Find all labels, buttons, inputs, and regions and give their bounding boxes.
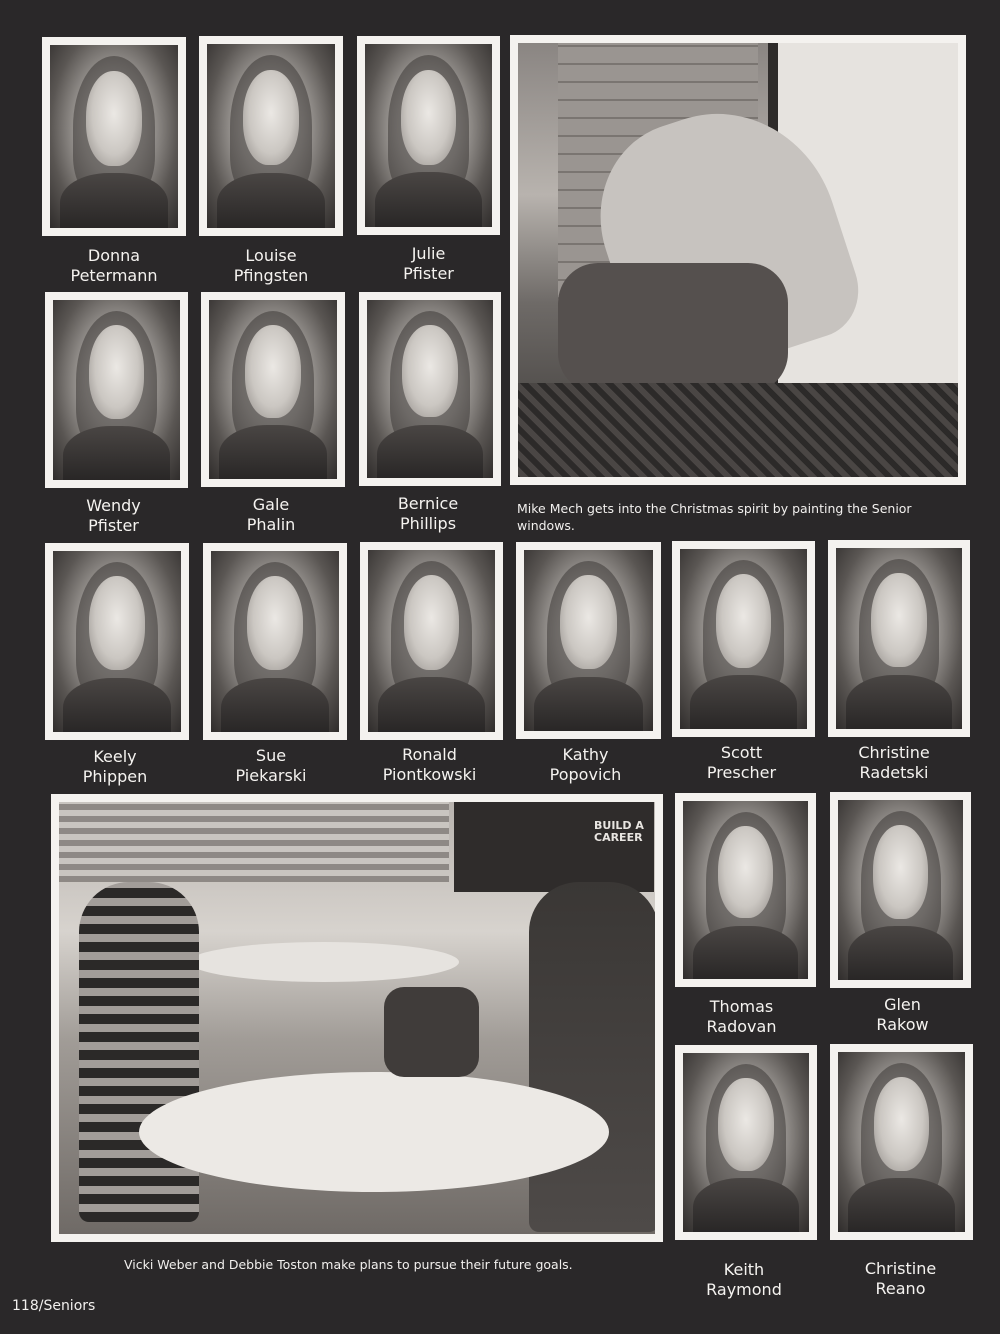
senior-name: Donna Petermann — [70, 246, 158, 285]
senior-name: Ronald Piontkowski — [382, 745, 477, 784]
senior-name: Christine Radetski — [858, 743, 930, 782]
senior-name: Wendy Pfister — [86, 496, 141, 535]
portrait-photo — [675, 1045, 817, 1240]
portrait-photo — [45, 292, 188, 488]
portrait-photo — [42, 37, 186, 236]
page-footer: 118/Seniors — [12, 1298, 96, 1314]
window-painting-photo — [510, 35, 966, 485]
portrait-photo — [359, 292, 501, 486]
portrait-photo — [516, 542, 661, 739]
portrait-photo — [199, 36, 343, 236]
senior-name: Kathy Popovich — [549, 745, 622, 784]
senior-name: Louise Pfingsten — [233, 246, 309, 285]
cafeteria-photo — [51, 794, 663, 1242]
senior-name: Sue Piekarski — [235, 746, 307, 785]
portrait-photo — [830, 792, 971, 988]
senior-name: Scott Prescher — [706, 743, 777, 782]
senior-name: Bernice Phillips — [397, 494, 459, 533]
photo-caption: Mike Mech gets into the Christmas spirit by painting the Senior windows. — [517, 501, 912, 533]
portrait-photo — [672, 541, 815, 737]
poster-text: BUILD A CAREER — [594, 819, 644, 844]
portrait-photo — [201, 292, 345, 487]
senior-name: Thomas Radovan — [706, 997, 777, 1036]
senior-name: Christine Reano — [864, 1259, 937, 1298]
senior-name: Keith Raymond — [706, 1260, 782, 1299]
portrait-photo — [675, 793, 816, 987]
senior-name: Keely Phippen — [82, 747, 148, 786]
portrait-photo — [357, 36, 500, 235]
senior-name: Gale Phalin — [246, 495, 296, 534]
portrait-photo — [203, 543, 347, 740]
portrait-photo — [828, 540, 970, 737]
portrait-photo — [45, 543, 189, 740]
portrait-photo — [830, 1044, 973, 1240]
photo-caption: Vicki Weber and Debbie Toston make plans to pursue their future goals. — [124, 1257, 573, 1272]
senior-name: Julie Pfister — [403, 244, 454, 283]
senior-name: Glen Rakow — [876, 995, 929, 1034]
portrait-photo — [360, 542, 503, 740]
